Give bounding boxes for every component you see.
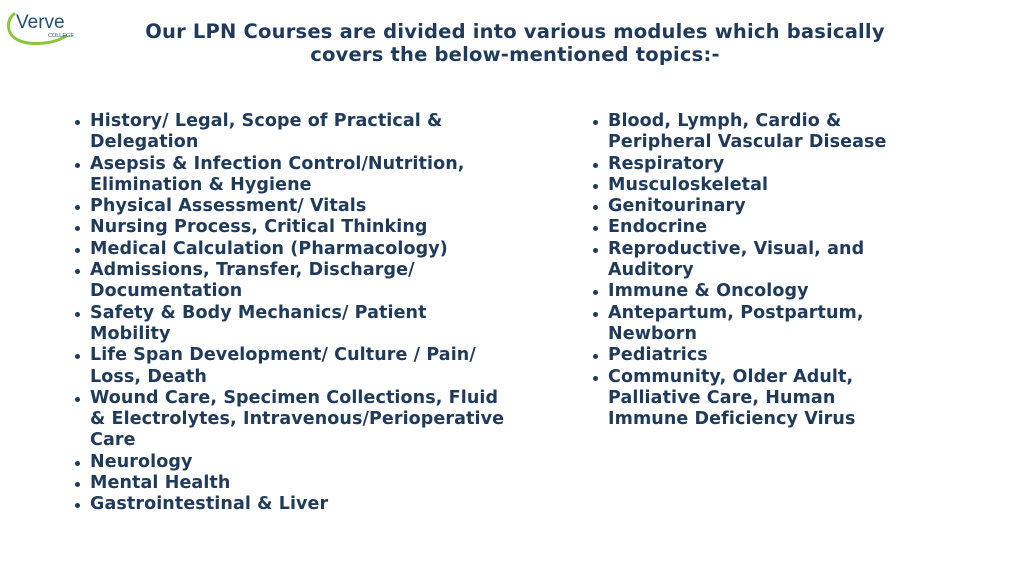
left-topic-list: [70, 111, 510, 516]
list-item: Endocrine: [588, 217, 888, 238]
list-item: Medical Calculation (Pharmacology): [70, 239, 510, 260]
list-item: Admissions, Transfer, Discharge/ Documentation: [70, 260, 510, 303]
list-item: Musculoskeletal: [588, 175, 888, 196]
list-item: Blood, Lymph, Cardio & Peripheral Vascular Disease: [588, 111, 888, 154]
list-item: Reproductive, Visual, and Auditory: [588, 239, 888, 282]
list-item: Antepartum, Postpartum, Newborn: [588, 303, 888, 346]
list-item: Wound Care, Specimen Collections, Fluid & Electrolytes, Intravenous/Perioperative Care: [70, 388, 510, 452]
list-item: Respiratory: [588, 154, 888, 175]
logo-brand-text: Verve: [16, 12, 65, 33]
list-item: Physical Assessment/ Vitals: [70, 196, 510, 217]
logo-sub-text: COLLEGE: [48, 33, 74, 39]
list-item: Gastrointestinal & Liver: [70, 494, 510, 515]
heading-line-2: covers the below-mentioned topics:-: [310, 43, 720, 66]
page-heading: [100, 20, 930, 66]
list-item: Safety & Body Mechanics/ Patient Mobility: [70, 303, 510, 346]
heading-line-1: Our LPN Courses are divided into various modules which basically: [145, 20, 885, 43]
list-item: Asepsis & Infection Control/Nutrition, Elimination & Hygiene: [70, 154, 510, 197]
verve-college-logo: [4, 4, 84, 46]
right-topic-list: [588, 111, 888, 430]
list-item: Life Span Development/ Culture / Pain/ Loss, Death: [70, 345, 510, 388]
list-item: Immune & Oncology: [588, 281, 888, 302]
list-item: History/ Legal, Scope of Practical & Delegation: [70, 111, 510, 154]
list-item: Mental Health: [70, 473, 510, 494]
list-item: Community, Older Adult, Palliative Care, Human Immune Deficiency Virus: [588, 367, 888, 431]
list-item: Neurology: [70, 452, 510, 473]
list-item: Genitourinary: [588, 196, 888, 217]
list-item: Pediatrics: [588, 345, 888, 366]
list-item: Nursing Process, Critical Thinking: [70, 217, 510, 238]
